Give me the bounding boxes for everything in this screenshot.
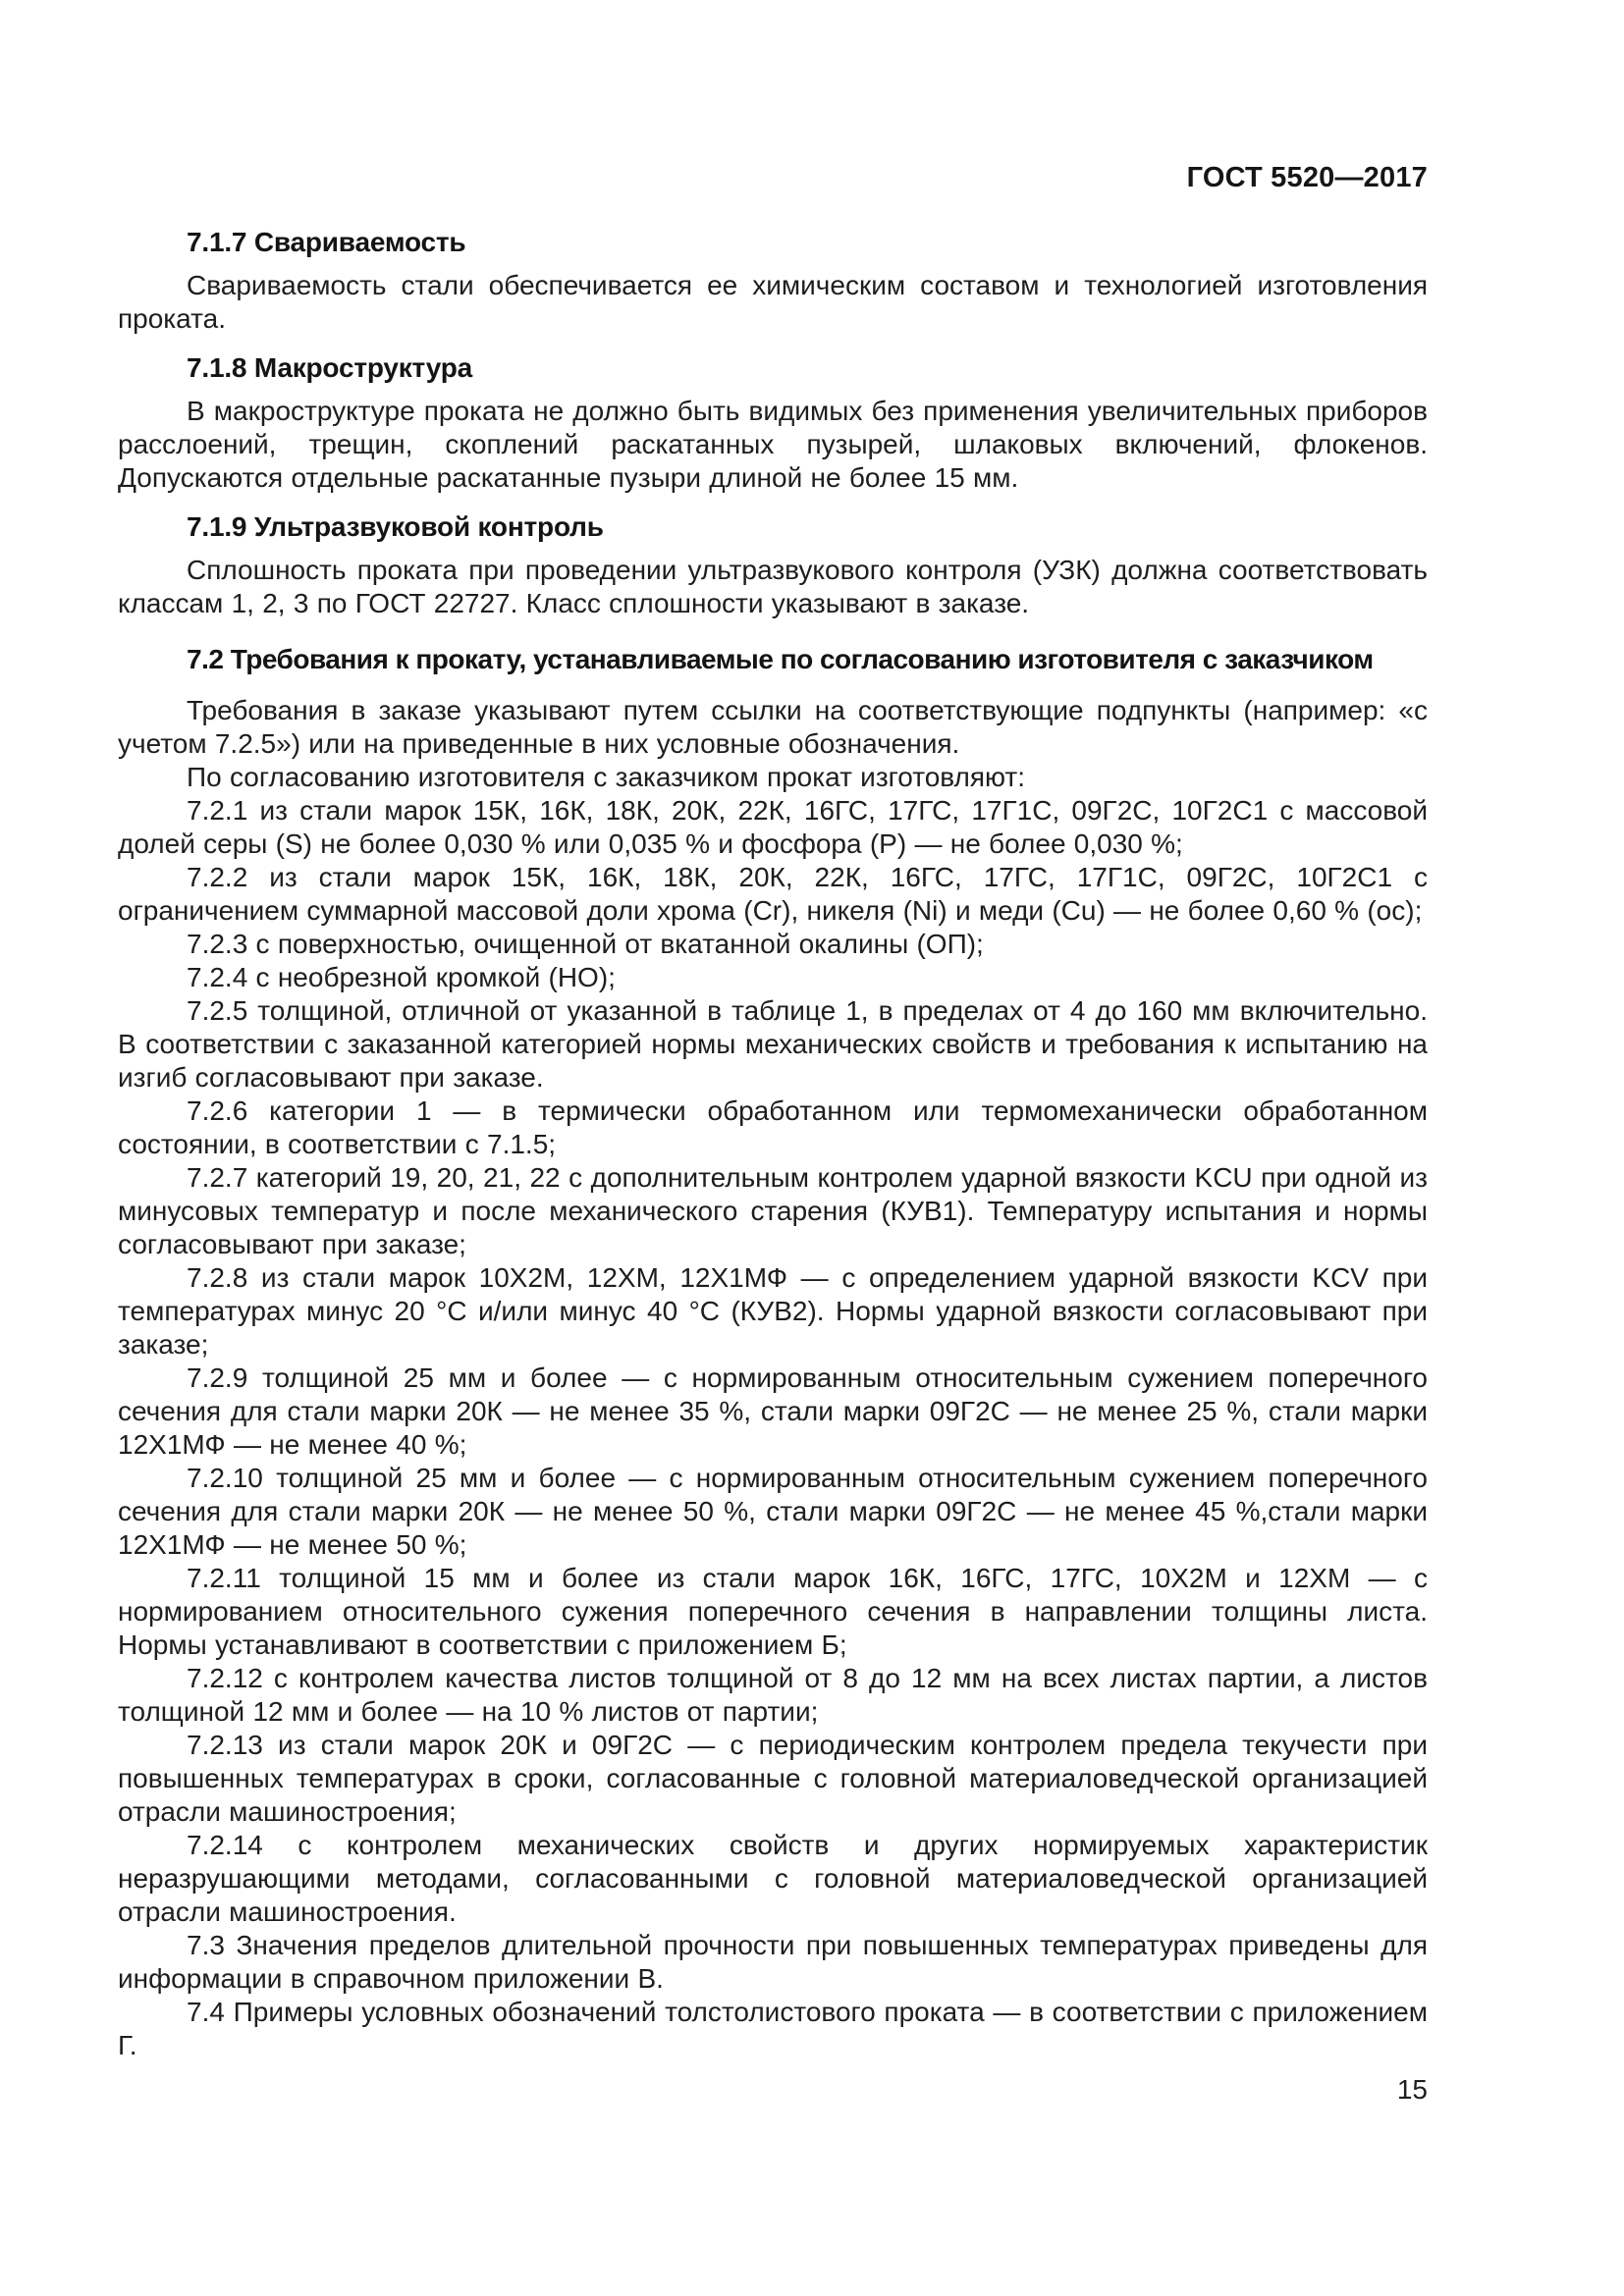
document-code: ГОСТ 5520—2017 — [1186, 162, 1428, 193]
paragraph: По согласованию изготовителя с заказчиком прокат изготовляют: — [187, 762, 1026, 792]
paragraph: 7.2.12 с контролем качества листов толщиной от 8 до 12 мм на всех листах партии, а листов толщиной 12 мм и более — на 10 % листов от партии; — [118, 1663, 1428, 1727]
paragraph: 7.2.3 с поверхностью, очищенной от вкатанной окалины (ОП); — [187, 929, 984, 959]
paragraph: 7.2.1 из стали марок 15К, 16К, 18К, 20К, 22К, 16ГС, 17ГС, 17Г1С, 09Г2С, 10Г2С1 с массовой долей серы (S) не более 0,030 % или 0,035 % и фосфора (P) — не более 0,030 %; — [118, 795, 1428, 859]
paragraph: Сплошность проката при проведении ультразвукового контроля (УЗК) должна соответствовать классам 1, 2, 3 по ГОСТ 22727. Класс сплошности указывают в заказе. — [118, 555, 1428, 618]
paragraph: 7.2.6 категории 1 — в термически обработанном или термомеханически обработанном состоянии, в соответствии с 7.1.5; — [118, 1095, 1428, 1159]
paragraph: 7.2.7 категорий 19, 20, 21, 22 с дополнительным контролем ударной вязкости KCU при одной из минусовых температур и после механического старения (КУВ1). Температуру испытания и нормы согласовывают при заказе; — [118, 1162, 1428, 1259]
paragraph: 7.2.11 толщиной 15 мм и более из стали марок 16К, 16ГС, 17ГС, 10Х2М и 12ХМ — с нормированием относительного сужения поперечного сечения в направлении толщины листа. Нормы устанавливают в соответствии с приложением Б; — [118, 1563, 1428, 1660]
document-body — [118, 226, 1428, 2062]
paragraph: 7.4 Примеры условных обозначений толстолистового проката — в соответствии с приложением Г. — [118, 1997, 1428, 2060]
paragraph: Требования в заказе указывают путем ссылки на соответствующие подпункты (например: «с учетом 7.2.5») или на приведенные в них условные обозначения. — [118, 695, 1428, 759]
page-number: 15 — [1396, 2074, 1428, 2105]
paragraph: 7.2.8 из стали марок 10Х2М, 12ХМ, 12Х1МФ — с определением ударной вязкости KCV при температурах минус 20 °С и/или минус 40 °С (КУВ2). Нормы ударной вязкости согласовывают при заказе; — [118, 1262, 1428, 1360]
paragraph: 7.2.4 с необрезной кромкой (НО); — [187, 962, 616, 992]
section-heading: 7.2 Требования к прокату, устанавливаемые по согласованию изготовителя с заказчиком — [187, 644, 1374, 674]
section-heading: 7.1.9 Ультразвуковой контроль — [187, 511, 604, 542]
paragraph: 7.2.9 толщиной 25 мм и более — с нормированным относительным сужением поперечного сечения для стали марки 20К — не менее 35 %, стали марки 09Г2С — не менее 25 %, стали марки 12Х1МФ — не менее 40 %; — [118, 1362, 1428, 1460]
paragraph: 7.2.2 из стали марок 15К, 16К, 18К, 20К, 22К, 16ГС, 17ГС, 17Г1С, 09Г2С, 10Г2С1 с ограничением суммарной массовой доли хрома (Cr), никеля (Ni) и меди (Cu) — не более 0,60 % (ос); — [118, 862, 1428, 926]
paragraph: 7.3 Значения пределов длительной прочности при повышенных температурах приведены для информации в справочном приложении В. — [118, 1930, 1428, 1994]
paragraph: Свариваемость стали обеспечивается ее химическим составом и технологией изготовления проката. — [118, 270, 1428, 334]
paragraph: 7.2.13 из стали марок 20К и 09Г2С — с периодическим контролем предела текучести при повышенных температурах в сроки, согласованные с головной материаловедческой организацией отрасли машиностроения; — [118, 1730, 1428, 1827]
paragraph: 7.2.5 толщиной, отличной от указанной в таблице 1, в пределах от 4 до 160 мм включительно. В соответствии с заказанной категорией нормы механических свойств и требования к испытанию на изгиб согласовывают при заказе. — [118, 995, 1428, 1093]
paragraph: 7.2.14 с контролем механических свойств и других нормируемых характеристик неразрушающими методами, согласованными с головной материаловедческой организацией отрасли машиностроения. — [118, 1830, 1428, 1927]
section-heading: 7.1.7 Свариваемость — [187, 227, 466, 257]
paragraph: 7.2.10 толщиной 25 мм и более — с нормированным относительным сужением поперечного сечения для стали марки 20К — не менее 50 %, стали марки 09Г2С — не менее 45 %,стали марки 12Х1МФ — не менее 50 %; — [118, 1463, 1428, 1560]
paragraph: В макроструктуре проката не должно быть видимых без применения увеличительных приборов расслоений, трещин, скоплений раскатанных пузырей, шлаковых включений, флокенов. Допускаются отдельные раскатанные пузыри длиной не более 15 мм. — [118, 396, 1428, 493]
section-heading: 7.1.8 Макроструктура — [187, 352, 473, 383]
